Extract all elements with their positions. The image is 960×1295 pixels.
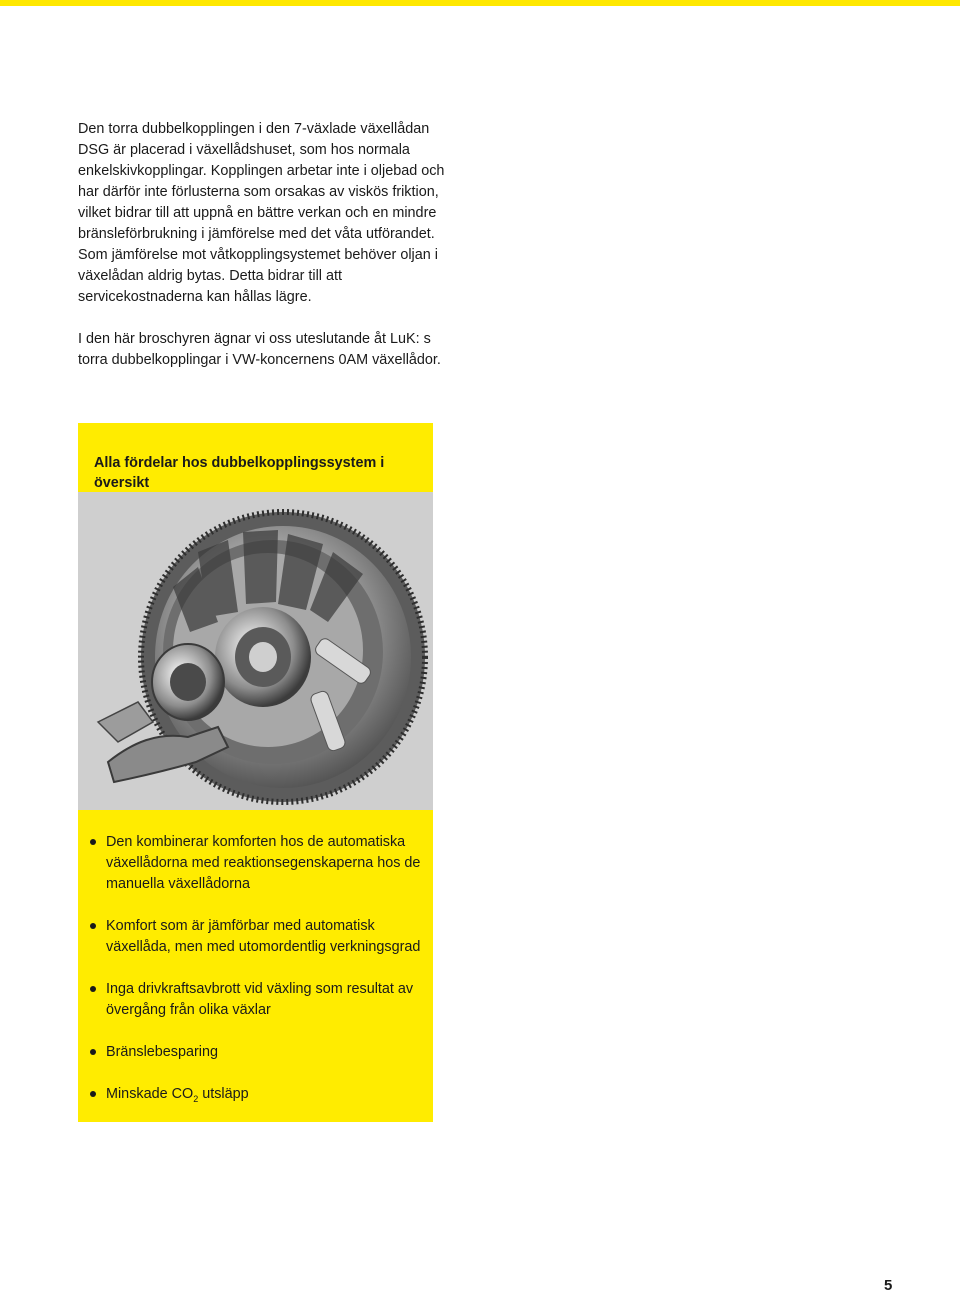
list-item: [78, 979, 433, 1021]
advantages-title: Alla fördelar hos dubbelkopplingssystem i översikt: [94, 455, 385, 491]
clutch-cutaway-image: [78, 492, 433, 810]
advantages-list: [78, 832, 433, 1131]
top-accent-bar: [0, 0, 960, 6]
list-item-text: Den kombinerar komforten hos de automatiska växellådorna med reaktionsegenskaperna hos de manuella växellådorna: [106, 834, 421, 892]
bullet-dot: [90, 1091, 96, 1097]
bullet-dot: [90, 986, 96, 992]
co2-subscript: 2: [193, 1093, 199, 1104]
list-item: [78, 1042, 433, 1063]
intro-paragraph-2: I den här broschyren ägnar vi oss uteslutande åt LuK: s torra dubbelkopplingar i VW-koncernens 0AM växellådor.: [78, 331, 441, 368]
dual-clutch-illustration: [78, 492, 433, 810]
list-item-text: Komfort som är jämförbar med automatisk växellåda, men med utomordentlig verkningsgrad: [106, 918, 421, 955]
list-item: [78, 1084, 433, 1110]
emissions-text: utsläpp: [198, 1086, 249, 1102]
page-number: 5: [884, 1277, 893, 1294]
intro-paragraph-1: Den torra dubbelkopplingen i den 7-växlade växellådan DSG är placerad i växellådshuset, som hos normala enkelskivkopplingar. Kopplingen arbetar inte i oljebad och har därför inte förlusterna som orsakas av viskös friktion, vilket bidrar till att uppnå en bättre verkan och en mindre bränsleförbrukning i jämförelse med det våta utförandet. Som jämförelse mot våtkopplingsystemet behöver oljan i växelådan aldrig bytas. Detta bidrar till att servicekostnaderna kan hållas lägre.: [78, 121, 445, 305]
list-item-text: Inga drivkraftsavbrott vid växling som resultat av övergång från olika växlar: [106, 981, 414, 1018]
advantages-box: [78, 423, 433, 1122]
intro-text: [78, 119, 458, 371]
co2-text: Minskade CO: [106, 1086, 194, 1102]
list-item: [78, 832, 433, 895]
bullet-dot: [90, 1049, 96, 1055]
list-item-text: [106, 1086, 249, 1102]
list-item-text: Bränslebesparing: [106, 1044, 218, 1060]
bullet-dot: [90, 923, 96, 929]
list-item: [78, 916, 433, 958]
bullet-dot: [90, 839, 96, 845]
